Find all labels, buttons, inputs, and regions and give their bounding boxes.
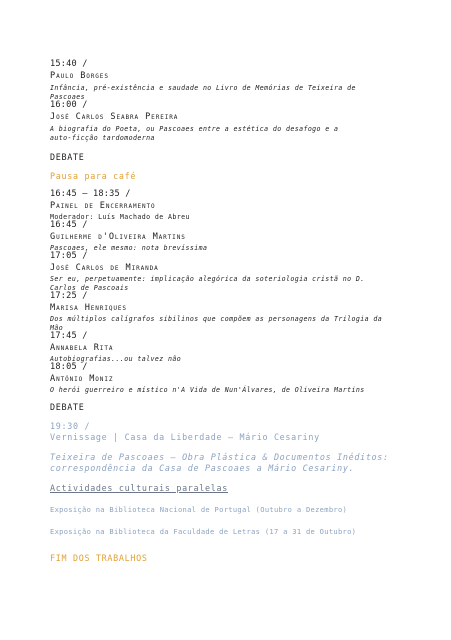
panel-moderator: Moderador: Luís Machado de Abreu	[50, 213, 190, 221]
speaker-3: Guilherme d'Oliveira Martins	[50, 232, 186, 242]
time-4: 17:05 /	[50, 251, 88, 261]
speaker-4: José Carlos de Miranda	[50, 263, 159, 273]
talk-title-5: Dos múltiplos calígrafos sibilinos que compõem as personagens da Trilogia da	[50, 315, 383, 323]
talk-title-7: O herói guerreiro e místico n'A Vida de Nun'Álvares, de Oliveira Martins	[50, 386, 365, 394]
end-of-proceedings: FIM DOS TRABALHOS	[50, 553, 148, 563]
talk-title-2-cont: auto-ficção tardomoderna	[50, 134, 155, 142]
speaker-7: António Moniz	[50, 374, 114, 384]
coffee-break: Pausa para café	[50, 171, 137, 181]
talk-title-1: Infância, pré-existência e saudade no Livro de Memórias de Teixeira de	[50, 84, 356, 92]
vernissage-time: 19:30 /	[50, 421, 91, 431]
exhibition-title-cont: correspondência da Casa de Pascoaes a Mário Cesariny.	[50, 463, 355, 473]
time-3: 16:45 /	[50, 220, 88, 230]
talk-title-3: Pascoaes, ele mesmo: nota brevíssima	[50, 244, 208, 252]
talk-title-4: Ser eu, perpetuamente: implicação alegórica da soteriologia cristã no D.	[50, 275, 365, 283]
speaker-2: José Carlos Seabra Pereira	[50, 112, 179, 122]
speaker-1: Paulo Borges	[50, 71, 109, 81]
time-6: 17:45 /	[50, 331, 88, 341]
panel-title: Painel de Encerramento	[50, 201, 156, 211]
time-7: 18:05 /	[50, 362, 88, 372]
panel-time: 16:45 – 18:35 /	[50, 189, 131, 199]
talk-title-4-cont: Carlos de Pascoais	[50, 284, 129, 292]
talk-title-6: Autobiografias...ou talvez não	[50, 355, 182, 363]
time-1: 15:40 /	[50, 59, 88, 69]
time-5: 17:25 /	[50, 291, 88, 301]
exhibition-national-library: Exposição na Biblioteca Nacional de Portugal (Outubro a Dezembro)	[50, 505, 348, 514]
talk-title-2: A biografia do Poeta, ou Pascoaes entre a estética do desafogo e a	[50, 125, 339, 133]
talk-title-5-cont: Mão	[50, 324, 64, 332]
talk-title-1-cont: Pascoaes	[50, 93, 85, 101]
exhibition-title: Teixeira de Pascoaes – Obra Plástica & Documentos Inéditos:	[50, 452, 389, 462]
parallel-activities-heading: Actividades culturais paralelas	[50, 483, 229, 493]
time-2: 16:00 /	[50, 100, 88, 110]
speaker-5: Marisa Henriques	[50, 303, 127, 313]
exhibition-faculty-library: Exposição na Biblioteca da Faculdade de Letras (17 a 31 de Outubro)	[50, 527, 357, 536]
vernissage-title: Vernissage | Casa da Liberdade – Mário Cesariny	[50, 432, 320, 442]
speaker-6: Annabela Rita	[50, 343, 114, 353]
debate-heading-2: DEBATE	[50, 402, 85, 412]
debate-heading-1: DEBATE	[50, 152, 85, 162]
